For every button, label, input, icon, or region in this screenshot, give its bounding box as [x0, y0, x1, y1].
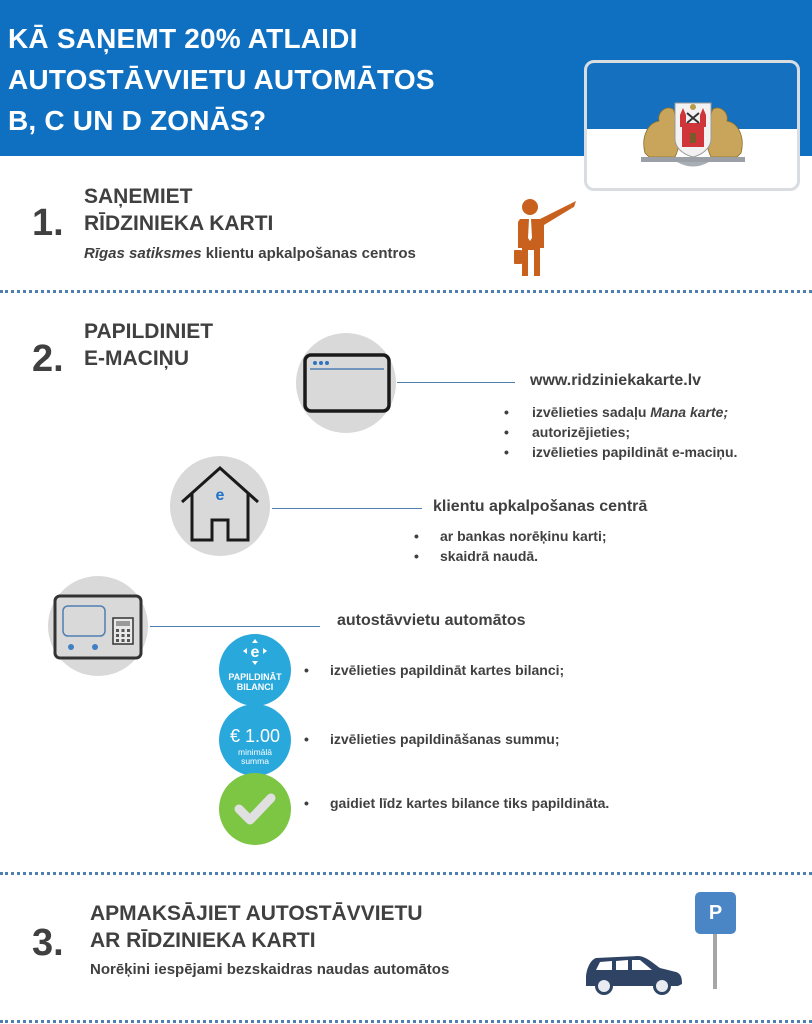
step-3-number: 3. — [32, 922, 64, 964]
machine-label: autostāvvietu automātos — [337, 612, 526, 629]
parking-sign-icon: P — [695, 892, 736, 934]
section-divider-2 — [0, 872, 812, 875]
machine-step-2-text: izvēlieties papildināšanas summu; — [330, 731, 560, 747]
step-1-title — [84, 183, 273, 237]
online-step-2-text: autorizējieties; — [532, 424, 631, 440]
house-e-letter: e — [215, 487, 225, 504]
step-1-title-line-1: SAŅEMIET — [84, 185, 193, 208]
title-line-3: B, C UN D ZONĀS? — [8, 105, 267, 136]
e-arrows-icon — [243, 639, 267, 665]
machine-icon-circle — [48, 576, 148, 676]
connector-online — [397, 382, 515, 383]
coat-of-arms-icon — [637, 93, 749, 173]
online-step-3-text: izvēlieties papildināt e-maciņu. — [532, 444, 738, 460]
step-3-title-line-1: APMAKSĀJIET AUTOSTĀVVIETU — [90, 902, 423, 925]
e-glyph: e — [250, 644, 260, 661]
title-line-1: KĀ SAŅEMT 20% ATLAIDI — [8, 23, 358, 54]
online-step-1-text: izvēlieties sadaļu — [532, 404, 651, 420]
machine-step-2: • izvēlieties papildināšanas summu; — [304, 731, 560, 747]
check-glyph — [233, 791, 277, 827]
step-3-title-line-2: AR RĪDZINIEKA KARTI — [90, 929, 316, 952]
machine-step-1: • izvēlieties papildināt kartes bilanci; — [304, 662, 565, 678]
house-icon-circle — [170, 456, 270, 556]
step-2-title — [84, 318, 213, 372]
step-1-subtitle — [84, 245, 416, 262]
step-3-title — [90, 900, 423, 954]
parking-sign-pole — [713, 934, 717, 989]
connector-machine — [150, 626, 320, 627]
riga-flag-coat-of-arms-icon — [584, 60, 800, 191]
checkmark-icon — [219, 773, 291, 845]
badge-2-amount: € 1.00 — [229, 726, 281, 746]
office-payment-list — [414, 526, 607, 566]
machine-step-1-text: izvēlieties papildināt kartes bilanci; — [330, 662, 565, 678]
office-payment-2: • skaidrā naudā. — [414, 546, 607, 566]
section-divider-3 — [0, 1020, 812, 1023]
house-e-icon — [178, 464, 262, 544]
businessman-pointing-icon — [508, 192, 578, 280]
page-title — [8, 18, 435, 141]
badge-1-line-1: PAPILDINĀT — [228, 672, 282, 682]
minimum-amount-icon — [219, 704, 291, 776]
online-step-2 — [504, 422, 737, 442]
step-1-title-line-2: RĪDZINIEKA KARTI — [84, 212, 274, 235]
badge-2-line-1: minimālā — [237, 747, 272, 757]
browser-window-icon — [303, 353, 391, 413]
online-step-1 — [504, 402, 737, 422]
office-label: klientu apkalpošanas centrā — [433, 498, 648, 515]
car-icon — [582, 948, 686, 996]
step-1-subtitle-italic: Rīgas satiksmes — [84, 245, 202, 262]
online-step-3 — [504, 442, 737, 462]
top-up-balance-icon — [219, 634, 291, 706]
machine-step-3: • gaidiet līdz kartes bilance tiks papildināta. — [304, 795, 610, 811]
machine-step-3-text: gaidiet līdz kartes bilance tiks papildināta. — [330, 795, 610, 811]
step-1-subtitle-rest: klientu apkalpošanas centros — [201, 245, 416, 262]
online-steps-list — [504, 402, 737, 462]
online-step-1-italic: Mana karte; — [650, 404, 729, 420]
office-payment-1: • ar bankas norēķinu karti; — [414, 526, 607, 546]
connector-office — [272, 508, 422, 509]
step-2-number: 2. — [32, 338, 64, 380]
website-link[interactable]: www.ridziniekakarte.lv — [530, 372, 702, 389]
parking-machine-icon — [53, 594, 143, 660]
step-1-number: 1. — [32, 202, 64, 244]
step-2-title-line-1: PAPILDINIET — [84, 320, 214, 343]
section-divider-1 — [0, 290, 812, 293]
badge-1-line-2: BILANCI — [236, 682, 274, 692]
title-line-2: AUTOSTĀVVIETU AUTOMĀTOS — [8, 64, 435, 95]
badge-2-line-2: summa — [241, 756, 269, 766]
browser-icon-circle — [296, 333, 396, 433]
step-3-subtitle: Norēķini iespējami bezskaidras naudas automātos — [90, 961, 450, 978]
step-2-title-line-2: E-MACIŅU — [84, 347, 189, 370]
